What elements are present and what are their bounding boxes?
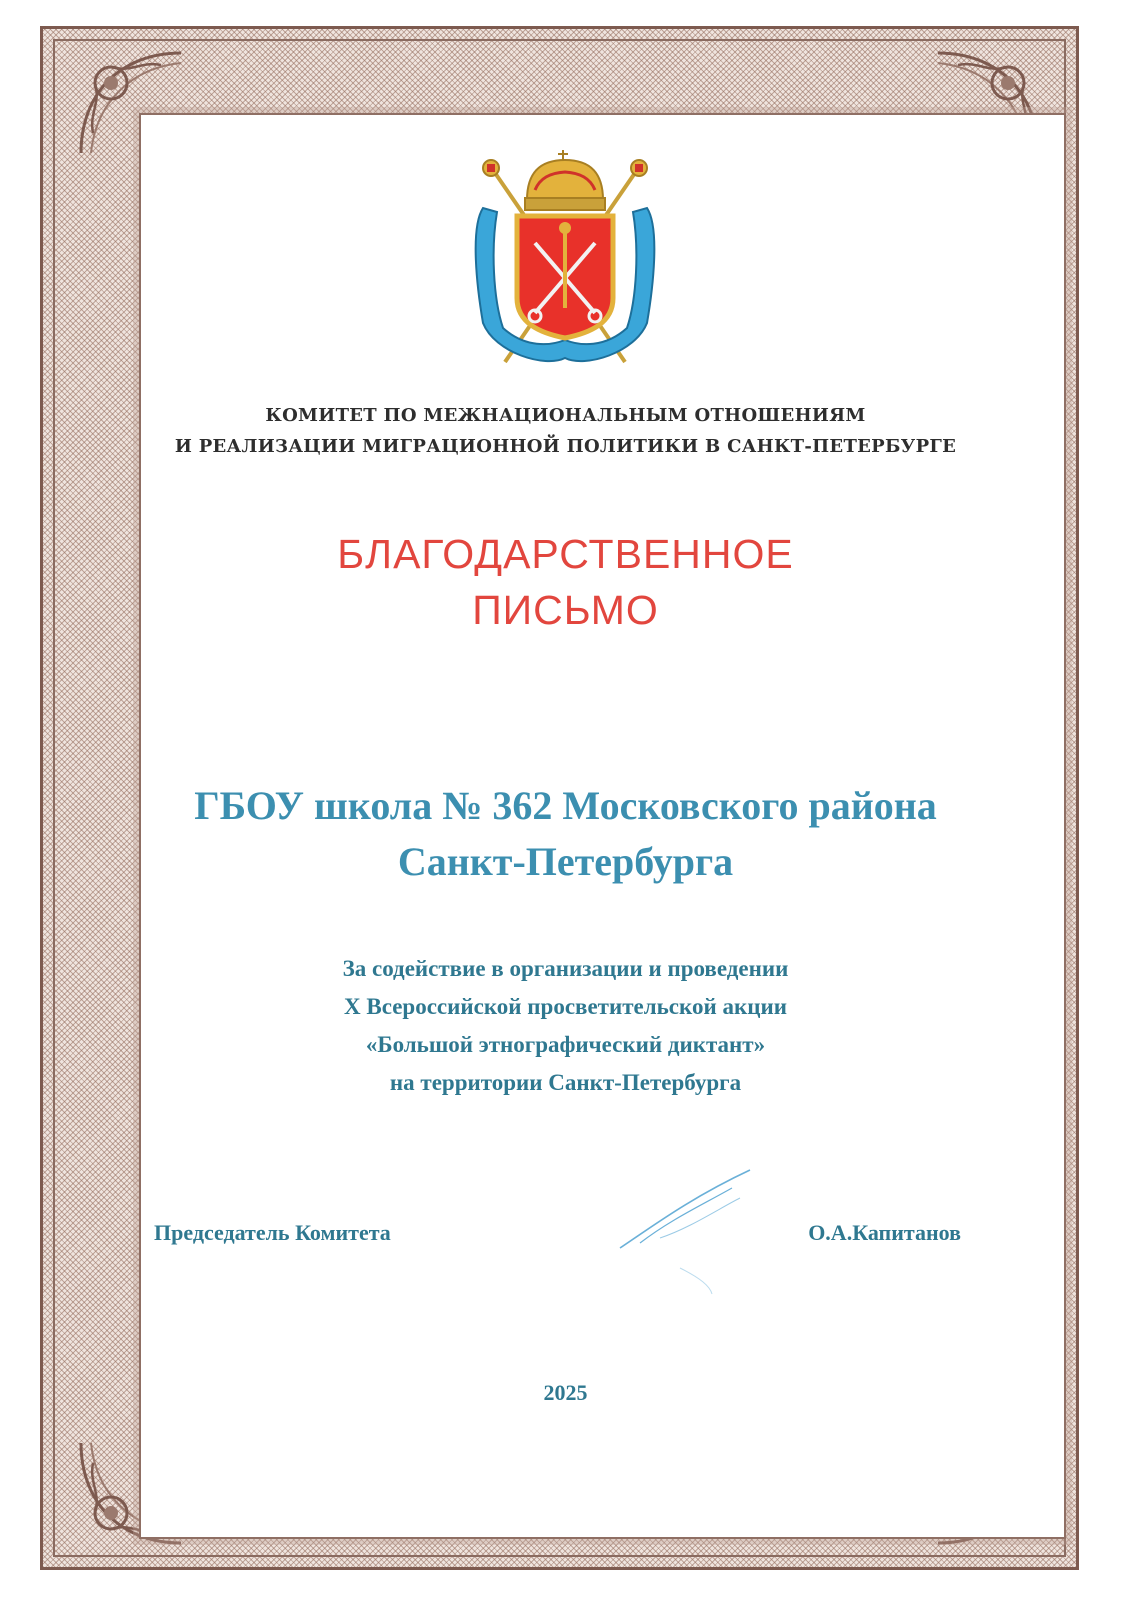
saint-petersburg-coat-of-arms-icon xyxy=(465,148,665,378)
reason-line-2: X Всероссийской просветительской акции xyxy=(344,994,787,1019)
committee-line-2: И РЕАЛИЗАЦИИ МИГРАЦИОННОЙ ПОЛИТИКИ В САНКТ-ПЕТЕРБУРГЕ xyxy=(174,436,957,457)
handwritten-signature-icon xyxy=(600,1158,770,1298)
award-reason xyxy=(120,950,1011,1102)
recipient xyxy=(120,778,1011,890)
signer-position: Председатель Комитета xyxy=(154,1220,391,1245)
reason-line-3: «Большой этнографический диктант» xyxy=(365,1032,766,1057)
title-line-1: БЛАГОДАРСТВЕННОЕ xyxy=(337,531,794,577)
reason-line-1: За содействие в организации и проведении xyxy=(342,956,789,981)
recipient-line-1: ГБОУ школа № 362 Московского района xyxy=(194,783,937,828)
document-year: 2025 xyxy=(543,1380,588,1405)
document-title xyxy=(120,526,1011,638)
recipient-line-2: Санкт-Петербурга xyxy=(397,839,734,884)
title-line-2: ПИСЬМО xyxy=(472,587,659,633)
signer-name: О.А.Капитанов xyxy=(808,1220,961,1245)
issuing-committee xyxy=(120,400,1011,462)
reason-line-4: на территории Санкт-Петербурга xyxy=(389,1070,742,1095)
committee-line-1: КОМИТЕТ ПО МЕЖНАЦИОНАЛЬНЫМ ОТНОШЕНИЯМ xyxy=(265,405,866,426)
